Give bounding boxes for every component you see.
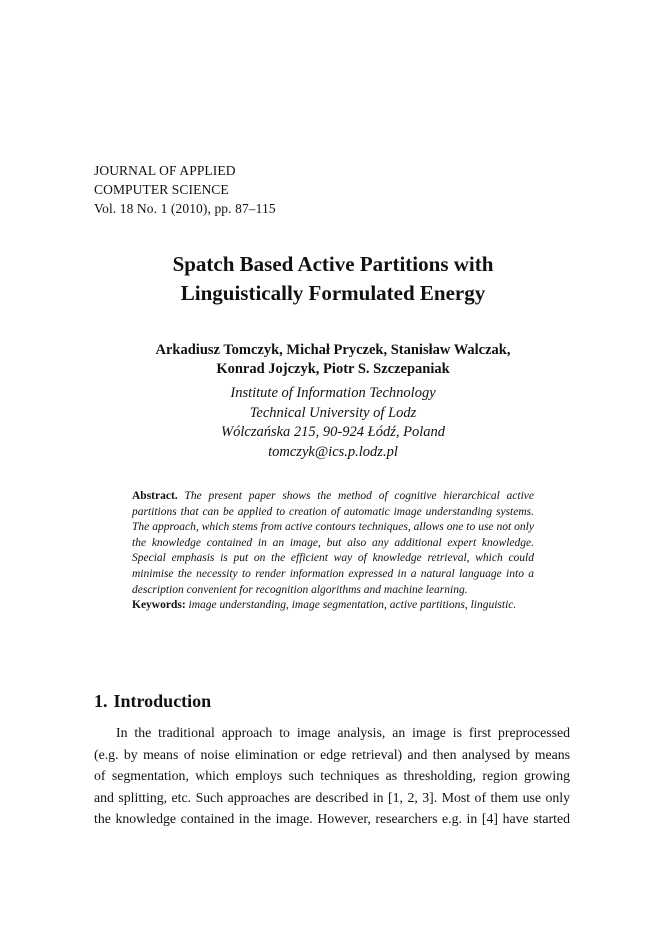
abstract-block	[132, 489, 534, 614]
affiliation-address: Wólczańska 215, 90-924 Łódź, Poland	[221, 424, 445, 440]
body-line: In the traditional approach to image analysis, an image is first preprocessed	[116, 725, 570, 740]
abstract-label: Abstract.	[132, 490, 178, 502]
paper-title-line-2: Linguistically Formulated Energy	[180, 281, 486, 305]
section-heading	[94, 689, 211, 713]
section-number: 1.	[94, 691, 108, 711]
body-line: and splitting, etc. Such approaches are described in [1, 2, 3]. Most of them use only	[94, 789, 570, 805]
journal-volume-info: Vol. 18 No. 1 (2010), pp. 87–115	[94, 201, 276, 216]
affiliation-university: Technical University of Lodz	[249, 404, 417, 421]
keywords-paragraph	[132, 598, 534, 614]
abstract-paragraph	[132, 489, 534, 598]
body-line: the knowledge contained in the image. However, researchers e.g. in [4] have started	[94, 811, 570, 827]
author-email: tomczyk@ics.p.lodz.pl	[268, 443, 398, 460]
affiliation	[0, 384, 666, 462]
author-list	[0, 341, 666, 379]
body-paragraph	[94, 722, 570, 830]
paper-title-line-1: Spatch Based Active Partitions with	[172, 252, 494, 276]
section-title: Introduction	[113, 691, 212, 711]
body-line: (e.g. by means of noise elimination or edge retrieval) and then analysed by means	[94, 746, 570, 762]
abstract-text: The present paper shows the method of cognitive hierarchical active partitions that can be applied to creation of automatic image understanding systems. The approach, which stems from active contours techniques, allows one to use not only the knowledge contained in an image, but also any additional expert knowledge. Special emphasis is put on the efficient way of knowledge retrieval, which could minimise the necessity to render information expressed in a natural language into a description convenient for recognition algorithms and machine learning.	[132, 490, 535, 596]
keywords-text: image understanding, image segmentation, active partitions, linguistic.	[188, 599, 517, 612]
body-line: of segmentation, which employs such techniques as thresholding, region growing	[94, 768, 570, 784]
keywords-label: Keywords:	[132, 599, 186, 612]
paper-title	[0, 250, 666, 308]
journal-name-line-1: JOURNAL OF APPLIED	[94, 163, 236, 178]
affiliation-institute: Institute of Information Technology	[230, 385, 436, 401]
author-line-2: Konrad Jojczyk, Piotr S. Szczepaniak	[216, 361, 450, 377]
author-line-1: Arkadiusz Tomczyk, Michał Pryczek, Stanisław Walczak,	[155, 342, 511, 358]
journal-name-line-2: COMPUTER SCIENCE	[94, 182, 229, 197]
journal-header	[94, 161, 276, 218]
